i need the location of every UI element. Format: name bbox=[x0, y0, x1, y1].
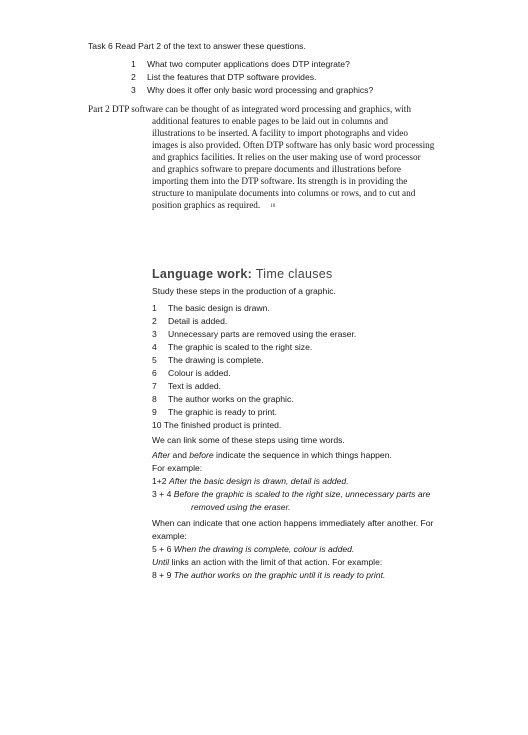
part2-line: structure to manipulate documents into columns or rows, and to cut and bbox=[152, 188, 416, 198]
when-sentence: When can indicate that one action happens immediately after another. For bbox=[152, 518, 434, 528]
step-item: 8 The author works on the graphic. bbox=[152, 394, 294, 404]
step-item: 7 Text is added. bbox=[152, 381, 222, 391]
line-number-marker: 10 bbox=[270, 204, 276, 209]
step-item: 9 The graphic is ready to print. bbox=[152, 407, 277, 417]
step-item: 4 The graphic is scaled to the right size. bbox=[152, 342, 313, 352]
part2-line: importing them into the DTP software. Its strength is in providing the bbox=[152, 176, 408, 186]
step-item: 10 The finished product is printed. bbox=[152, 420, 282, 430]
part2-first-line: Part 2 DTP software can be thought of as integrated word processing and graphics, with bbox=[88, 104, 411, 114]
example-2: 3 + 4 Before the graphic is scaled to the right size, unnecessary parts are bbox=[152, 489, 431, 499]
step-item: 2 Detail is added. bbox=[152, 316, 228, 326]
example-3: 5 + 6 When the drawing is complete, colour is added. bbox=[152, 544, 355, 554]
link-sentence: We can link some of these steps using time words. bbox=[152, 435, 345, 445]
step-item: 3 Unnecessary parts are removed using the eraser. bbox=[152, 329, 357, 339]
step-item: 5 The drawing is complete. bbox=[152, 355, 264, 365]
task6-question: 2 List the features that DTP software provides. bbox=[131, 72, 317, 82]
for-example-label: For example: bbox=[152, 463, 203, 473]
example-2-continuation: removed using the eraser. bbox=[191, 502, 291, 512]
example-1: 1+2 After the basic design is drawn, detail is added. bbox=[152, 476, 349, 486]
when-sentence-continuation: example: bbox=[152, 531, 187, 541]
steps-intro: Study these steps in the production of a graphic. bbox=[152, 286, 336, 296]
part2-label: Part 2 bbox=[88, 104, 110, 114]
part2-line: and graphics facilities. It relies on the user making use of word processor bbox=[152, 152, 421, 162]
part2-line: images is also provided. Often DTP software has only basic word processing bbox=[152, 140, 435, 150]
after-before-sentence: After and before indicate the sequence in which things happen. bbox=[152, 450, 392, 460]
example-4: 8 + 9 The author works on the graphic until it is ready to print. bbox=[152, 570, 386, 580]
task6-question: 1 What two computer applications does DTP integrate? bbox=[131, 59, 350, 69]
task6-intro: Task 6 Read Part 2 of the text to answer these questions. bbox=[88, 41, 306, 51]
section-heading: Language work: Time clauses bbox=[152, 267, 333, 281]
part2-line: position graphics as required. $^{10}$ bbox=[152, 200, 276, 210]
until-sentence: Until links an action with the limit of that action. For example: bbox=[152, 557, 383, 567]
part2-line: illustrations to be inserted. A facility to import photographs and video bbox=[152, 128, 408, 138]
step-item: 6 Colour is added. bbox=[152, 368, 231, 378]
part2-line: additional features to enable pages to be laid out in columns and bbox=[152, 116, 388, 126]
part2-line: and graphics software to prepare documents and illustrations before bbox=[152, 164, 402, 174]
task6-question: 3 Why does it offer only basic word processing and graphics? bbox=[131, 85, 374, 95]
step-item: 1 The basic design is drawn. bbox=[152, 303, 270, 313]
